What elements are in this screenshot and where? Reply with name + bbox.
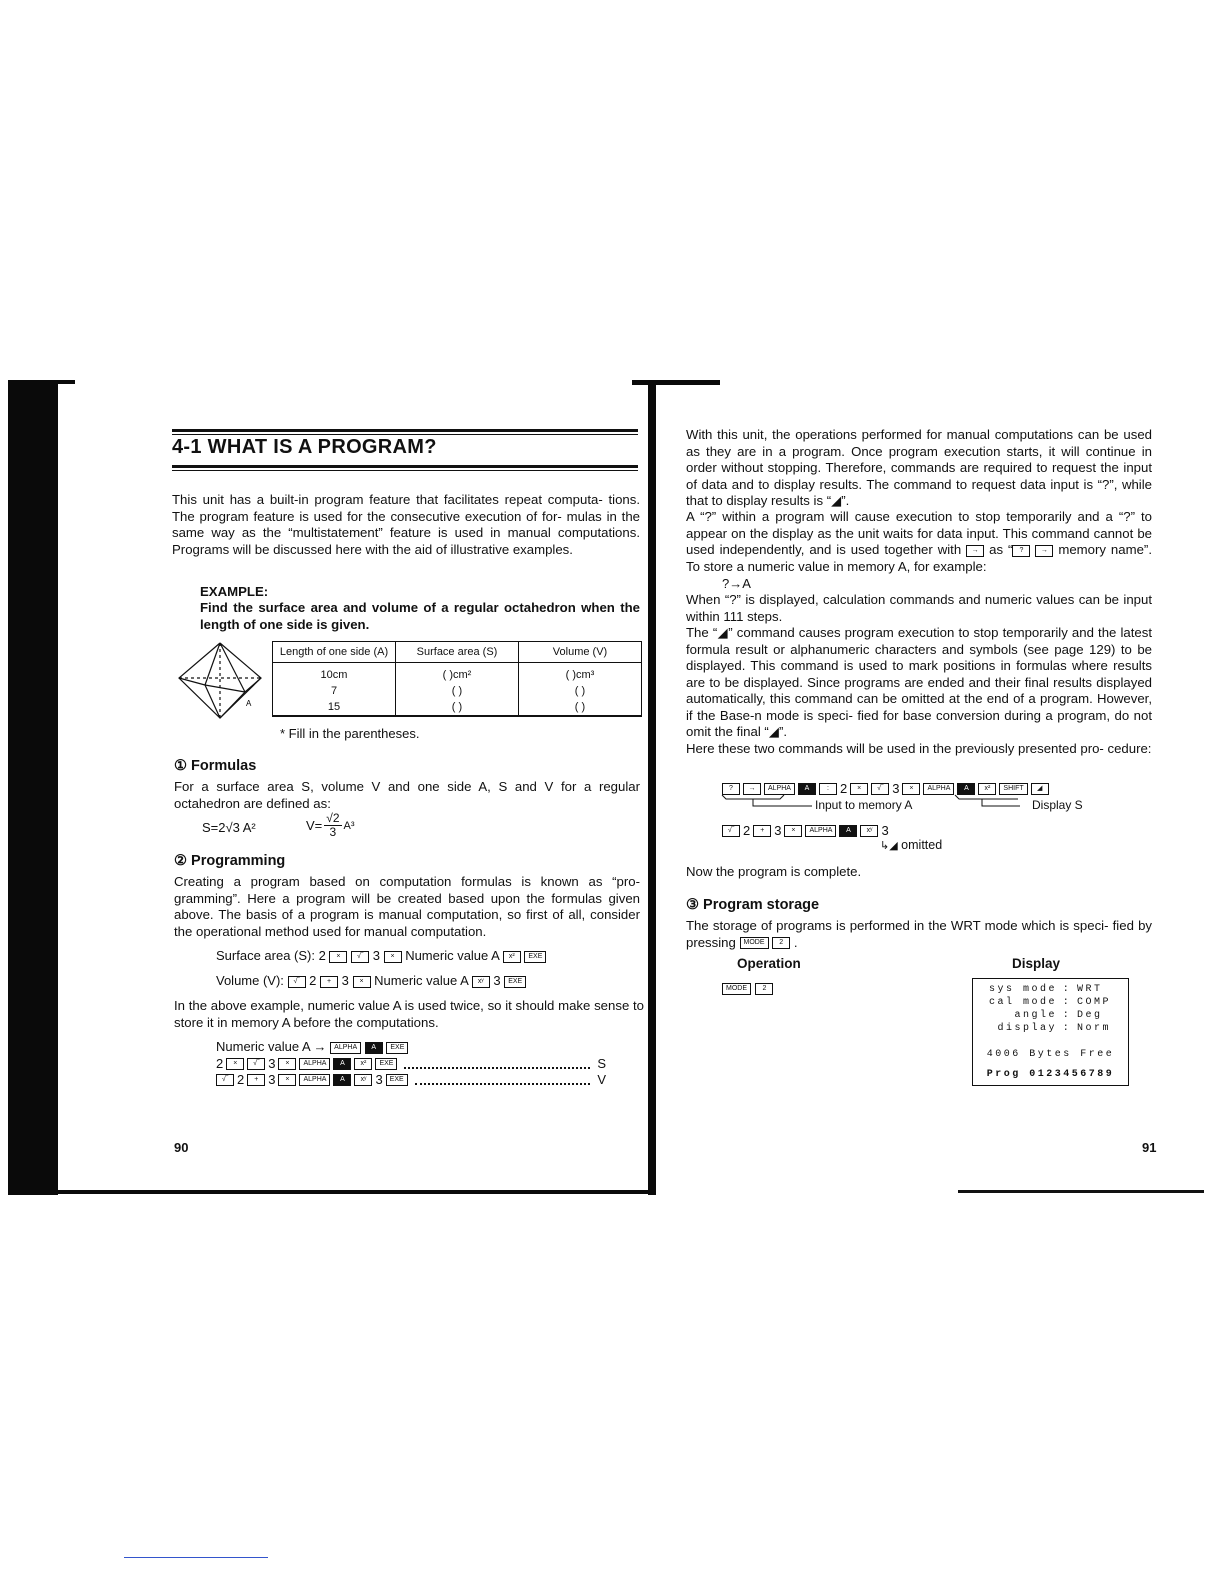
formula-v [306, 812, 355, 839]
table-cell: 10cm [273, 663, 396, 684]
arrow-key: → [1035, 545, 1053, 557]
question-key: ? [722, 783, 740, 795]
alpha-key: ALPHA [764, 783, 795, 795]
code1-two: 2 [839, 781, 848, 796]
example-text: Find the surface area and volume of a regular octahedron when the length of one side is given. [200, 600, 640, 632]
intro-paragraph: This unit has a built-in program feature that facilitates repeat computa- tions. The program feature is used for the consecutive execution of for- mulas in the same way as the “multistatement” feature is used in manual computations. Programs will be discussed here with the aid of illustrative examples. [172, 492, 640, 557]
arrow-key: → [743, 783, 761, 795]
multiply-key: × [850, 783, 868, 795]
code2-a: 2 [743, 823, 751, 838]
formula-v-left: V= [306, 818, 323, 833]
display-icon: ↳◢ [880, 840, 898, 852]
blue-underline [124, 1557, 268, 1558]
dot-leader [415, 1075, 591, 1085]
formula-v-numerator: √2 [326, 811, 340, 825]
omitted-note [880, 838, 942, 852]
sqrt-key: √‾ [247, 1058, 265, 1070]
x-squared-key: x² [978, 783, 996, 795]
a-key: A [839, 825, 857, 837]
numeric-value-label: Numeric value A → [216, 1039, 327, 1054]
page-title: 4-1 WHAT IS A PROGRAM? [172, 436, 437, 458]
dot-leader [404, 1059, 590, 1069]
table-cell: ( ) [519, 683, 642, 699]
exe-key: EXE [375, 1058, 397, 1070]
a-key: A [333, 1074, 351, 1086]
exe-key: EXE [504, 976, 526, 988]
svg-text:A: A [246, 699, 252, 708]
programming-heading: ② Programming [174, 853, 286, 869]
page-number-right: 91 [1142, 1140, 1157, 1155]
octahedron-figure [175, 640, 265, 722]
table-cell: ( )cm³ [519, 663, 642, 684]
divide-key: + [753, 825, 771, 837]
sqrt-key: √‾ [871, 783, 889, 795]
program-line-v [216, 1071, 606, 1088]
scan-edge-bottom-right [958, 1190, 1204, 1193]
mode-key: MODE [722, 983, 751, 995]
title-rule [172, 465, 638, 468]
alpha-key: ALPHA [299, 1074, 330, 1086]
sqrt-key: √‾ [288, 976, 306, 988]
numeric-value-line [216, 1038, 408, 1055]
prog-line2-end: V [597, 1072, 606, 1087]
multiply-key: × [329, 951, 347, 963]
right-para-2-text: A “?” within a program will cause execution to stop temporarily and a “?” to appear on the display as the unit waits for data input. This command cannot be used independently, and is used together with [686, 509, 1152, 557]
arrow-key: → [966, 545, 984, 557]
display-row: angle : Deg [1014, 1010, 1103, 1021]
book-gutter [648, 380, 656, 1195]
table-row [273, 699, 642, 716]
example-table-wrap [272, 641, 642, 717]
divide-key: + [320, 976, 338, 988]
table-cell: 7 [273, 683, 396, 699]
display-s-label: Display S [1032, 798, 1083, 812]
table-cell: ( ) [396, 683, 519, 699]
title-rule [172, 470, 638, 471]
surface-area-keys [216, 947, 546, 964]
volume-rest: Numeric value A [374, 973, 469, 988]
formula-v-right: A³ [343, 819, 355, 832]
prog-line1-start: 2 [216, 1056, 224, 1071]
table-header: Length of one side (A) [273, 642, 396, 663]
example-table [272, 641, 642, 717]
right-para-4: The “◢” command causes program execution to stop temporarily and the latest formula result or alphanumeric characters and symbols (see page 129) to be displayed. This command is used to mark positions in formulas where results are to be displayed. Since programs are ended and their final results displayed automatically, this command can be omitted at the end of a program. However, if the Base-n mode is speci- fied for base conversion during a program, do not omit the final “◢”. [686, 625, 1152, 739]
colon-key: : [819, 783, 837, 795]
x-squared-key: x² [503, 951, 521, 963]
surface-label: Surface area (S): 2 [216, 948, 326, 963]
two-key: 2 [772, 937, 790, 949]
sqrt-key: √‾ [722, 825, 740, 837]
operation-keys [722, 980, 773, 998]
x-power-key: xʸ [860, 825, 878, 837]
exe-key: EXE [386, 1074, 408, 1086]
display-row: sys mode : WRT [988, 984, 1103, 995]
volume-mid: 2 [309, 973, 317, 988]
volume-mid2: 3 [341, 973, 349, 988]
table-header: Volume (V) [519, 642, 642, 663]
storage-text: The storage of programs is performed in the WRT mode which is speci- fied by pressing MODE 2 . [686, 918, 1152, 950]
multiply-key: × [226, 1058, 244, 1070]
store-line: ?→A [722, 576, 751, 591]
complete-text: Now the program is complete. [686, 864, 862, 879]
code2-b: 3 [774, 823, 782, 838]
input-memory-label: Input to memory A [815, 798, 913, 812]
scan-edge-top-left [8, 380, 75, 384]
right-para-3: When “?” is displayed, calculation commands and numeric values can be input within 111 steps. [686, 592, 1152, 624]
display-column-label: Display [1012, 956, 1061, 971]
x-squared-key: x² [354, 1058, 372, 1070]
table-cell: ( ) [519, 699, 642, 716]
volume-end: 3 [493, 973, 501, 988]
a-key: A [957, 783, 975, 795]
sqrt-key: √‾ [216, 1074, 234, 1086]
formula-v-fraction [324, 812, 341, 839]
example-label: EXAMPLE: [200, 584, 269, 599]
prog-line1-mid: 3 [268, 1056, 276, 1071]
mode-key: MODE [740, 937, 769, 949]
multiply-key: × [353, 976, 371, 988]
question-key: ? [1012, 545, 1030, 557]
multiply-key: × [784, 825, 802, 837]
title-rule [172, 434, 638, 435]
display-row: display : Norm [997, 1023, 1112, 1034]
display-key: ◢ [1031, 783, 1049, 795]
right-para-5: Here these two commands will be used in the previously presented pro- cedure: [686, 741, 1152, 756]
alpha-key: ALPHA [923, 783, 954, 795]
a-key: A [798, 783, 816, 795]
program-line-s [216, 1055, 606, 1072]
a-key: A [365, 1042, 383, 1054]
code1-three: 3 [892, 781, 900, 796]
x-power-key: xʸ [354, 1074, 372, 1086]
storage-text-body: The storage of programs is performed in the WRT mode which is speci- fied by pressing [686, 918, 1152, 950]
title-rule [172, 429, 638, 432]
program-code-2 [722, 822, 889, 839]
table-row [273, 663, 642, 684]
table-cell: ( )cm² [396, 663, 519, 684]
table-row [273, 683, 642, 699]
prog-line1-end: S [597, 1056, 606, 1071]
alpha-key: ALPHA [330, 1042, 361, 1054]
display-prog: Prog 0123456789 [986, 1069, 1115, 1080]
prog-line2-mid: 2 [237, 1072, 245, 1087]
volume-label: Volume (V): [216, 973, 284, 988]
divide-key: + [247, 1074, 265, 1086]
table-cell: ( ) [396, 699, 519, 716]
surface-rest: Numeric value A [405, 948, 500, 963]
prog-line2-mid2: 3 [268, 1072, 276, 1087]
programming-text: Creating a program based on computation formulas is known as “pro- gramming”. Here a program will be created based upon the formulas given above. The basis of a program is manual computation, so first of all, consider the operational method used for manual computation. [174, 874, 640, 939]
right-para-2b: as “ [989, 542, 1013, 557]
shift-key: SHIFT [999, 783, 1027, 795]
formula-s: S=2√3 A² [202, 820, 256, 835]
multiply-key: × [278, 1074, 296, 1086]
alpha-key: ALPHA [805, 825, 836, 837]
alpha-key: ALPHA [299, 1058, 330, 1070]
calculator-display [972, 978, 1129, 1086]
display-row: cal mode : COMP [988, 997, 1112, 1008]
formulas-text: For a surface area S, volume V and one side A, S and V for a regular octahedron are defined as: [174, 779, 640, 811]
multiply-key: × [384, 951, 402, 963]
operation-label: Operation [737, 956, 801, 971]
display-bytes: 4006 Bytes Free [986, 1049, 1115, 1060]
scan-edge-bottom-left [8, 1190, 651, 1194]
code2-c: 3 [881, 823, 889, 838]
prog-line2-mid3: 3 [375, 1072, 383, 1087]
book-gutter-top [632, 380, 720, 385]
storage-heading: ③ Program storage [686, 897, 820, 913]
x-power-key: xʸ [472, 976, 490, 988]
fill-note: * Fill in the parentheses. [280, 726, 420, 741]
exe-key: EXE [524, 951, 546, 963]
exe-key: EXE [386, 1042, 408, 1054]
right-para-1: With this unit, the operations performed for manual computations can be used as they are in a program. Once program execution starts, it will continue in order without stopping. Therefore, commands are required to request the input of data and to display results. The command to request data input is “?”, while that to display results is “◢”. [686, 427, 1152, 508]
two-key: 2 [755, 983, 773, 995]
right-para-2c: memory name”. To store a numeric value in memory A, for example: [686, 542, 1152, 574]
surface-mid: 3 [372, 948, 380, 963]
page-number-left: 90 [174, 1140, 189, 1155]
formulas-heading: ① Formulas [174, 758, 257, 774]
table-cell: 15 [273, 699, 396, 716]
formula-v-denominator: 3 [329, 825, 337, 839]
table-header: Surface area (S) [396, 642, 519, 663]
scan-edge-left [8, 380, 58, 1195]
multiply-key: × [902, 783, 920, 795]
a-key: A [333, 1058, 351, 1070]
multiply-key: × [278, 1058, 296, 1070]
volume-keys [216, 972, 526, 989]
omitted-label: omitted [901, 838, 943, 852]
right-para-2 [686, 509, 1152, 575]
memory-text: In the above example, numeric value A is used twice, so it should make sense to store it in memory A before the computations. [174, 998, 644, 1030]
sqrt-key: √‾ [351, 951, 369, 963]
